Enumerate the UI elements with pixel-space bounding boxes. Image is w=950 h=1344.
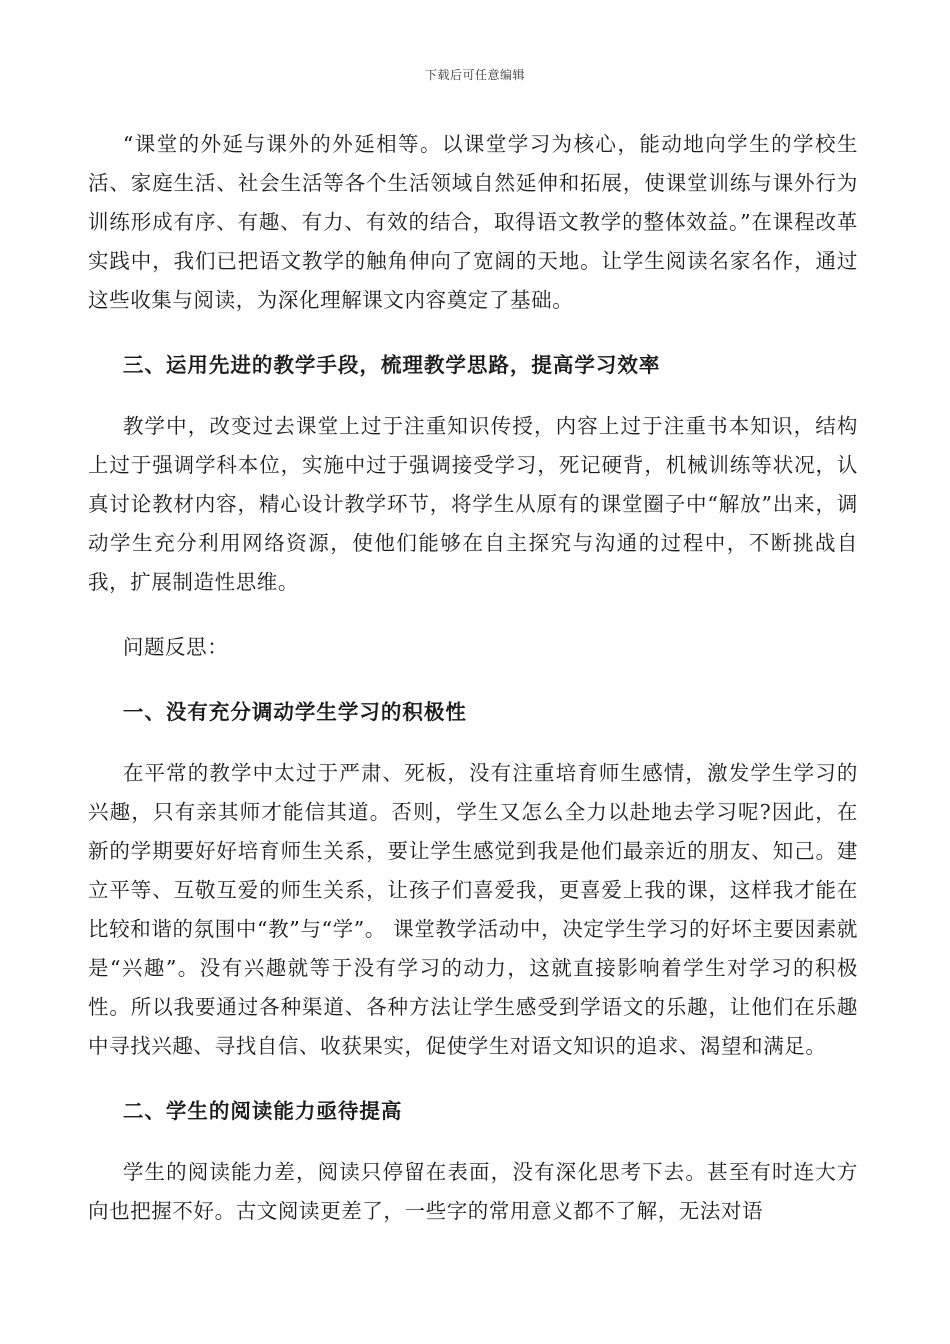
heading-section-three: 三、运用先进的教学手段，梳理教学思路，提高学习效率	[122, 353, 661, 377]
heading-problem-one: 一、没有充分调动学生学习的积极性	[122, 700, 467, 724]
paragraph-teaching: 教学中，改变过去课堂上过于注重知识传授，内容上过于注重书本知识，结构上过于强调学科本位，实施中过于强调接受学习，死记硬背，机械训练等状况，认真讨论教材内容，精心设计教学环节，将学生从原有的课堂圈子中“解放”出来，调动学生充分利用网络资源，使他们能够在自主探究与沟通的过程中，不断挑战自我，扩展制造性思维。	[88, 414, 858, 594]
document-body	[88, 125, 858, 1231]
page-header: 下载后可任意编辑	[424, 68, 525, 82]
paragraph-reading: 学生的阅读能力差，阅读只停留在表面，没有深化思考下去。甚至有时连大方向也把握不好。古文阅读更差了，一些字的常用意义都不了解，无法对语	[88, 1160, 858, 1223]
paragraph-extension: “课堂的外延与课外的外延相等。以课堂学习为核心，能动地向学生的学校生活、家庭生活、社会生活等各个生活领域自然延伸和拓展，使课堂训练与课外行为训练形成有序、有趣、有力、有效的结合，取得语文教学的整体效益。”在课程改革实践中，我们已把语文教学的触角伸向了宽阔的天地。让学生阅读名家名作，通过这些收集与阅读，为深化理解课文内容奠定了基础。	[88, 132, 858, 312]
paragraph-motivation: 在平常的教学中太过于严肃、死板，没有注重培育师生感情，激发学生学习的兴趣，只有亲其师才能信其道。否则，学生又怎么全力以赴地去学习呢?因此，在新的学期要好好培育师生关系，要让学生感觉到我是他们最亲近的朋友、知己。建立平等、互敬互爱的师生关系，让孩子们喜爱我，更喜爱上我的课，这样我才能在比较和谐的氛围中“教”与“学”。 课堂教学活动中，决定学生学习的好坏主要因素就是“兴趣”。没有兴趣就等于没有学习的动力，这就直接影响着学生对学习的积极性。所以我要通过各种渠道、各种方法让学生感受到学语文的乐趣，让他们在乐趣中寻找兴趣、寻找自信、收获果实，促使学生对语文知识的追求、渴望和满足。	[88, 761, 858, 1058]
heading-problem-two: 二、学生的阅读能力亟待提高	[122, 1099, 403, 1123]
label-problem-reflection: 问题反思：	[122, 635, 229, 659]
